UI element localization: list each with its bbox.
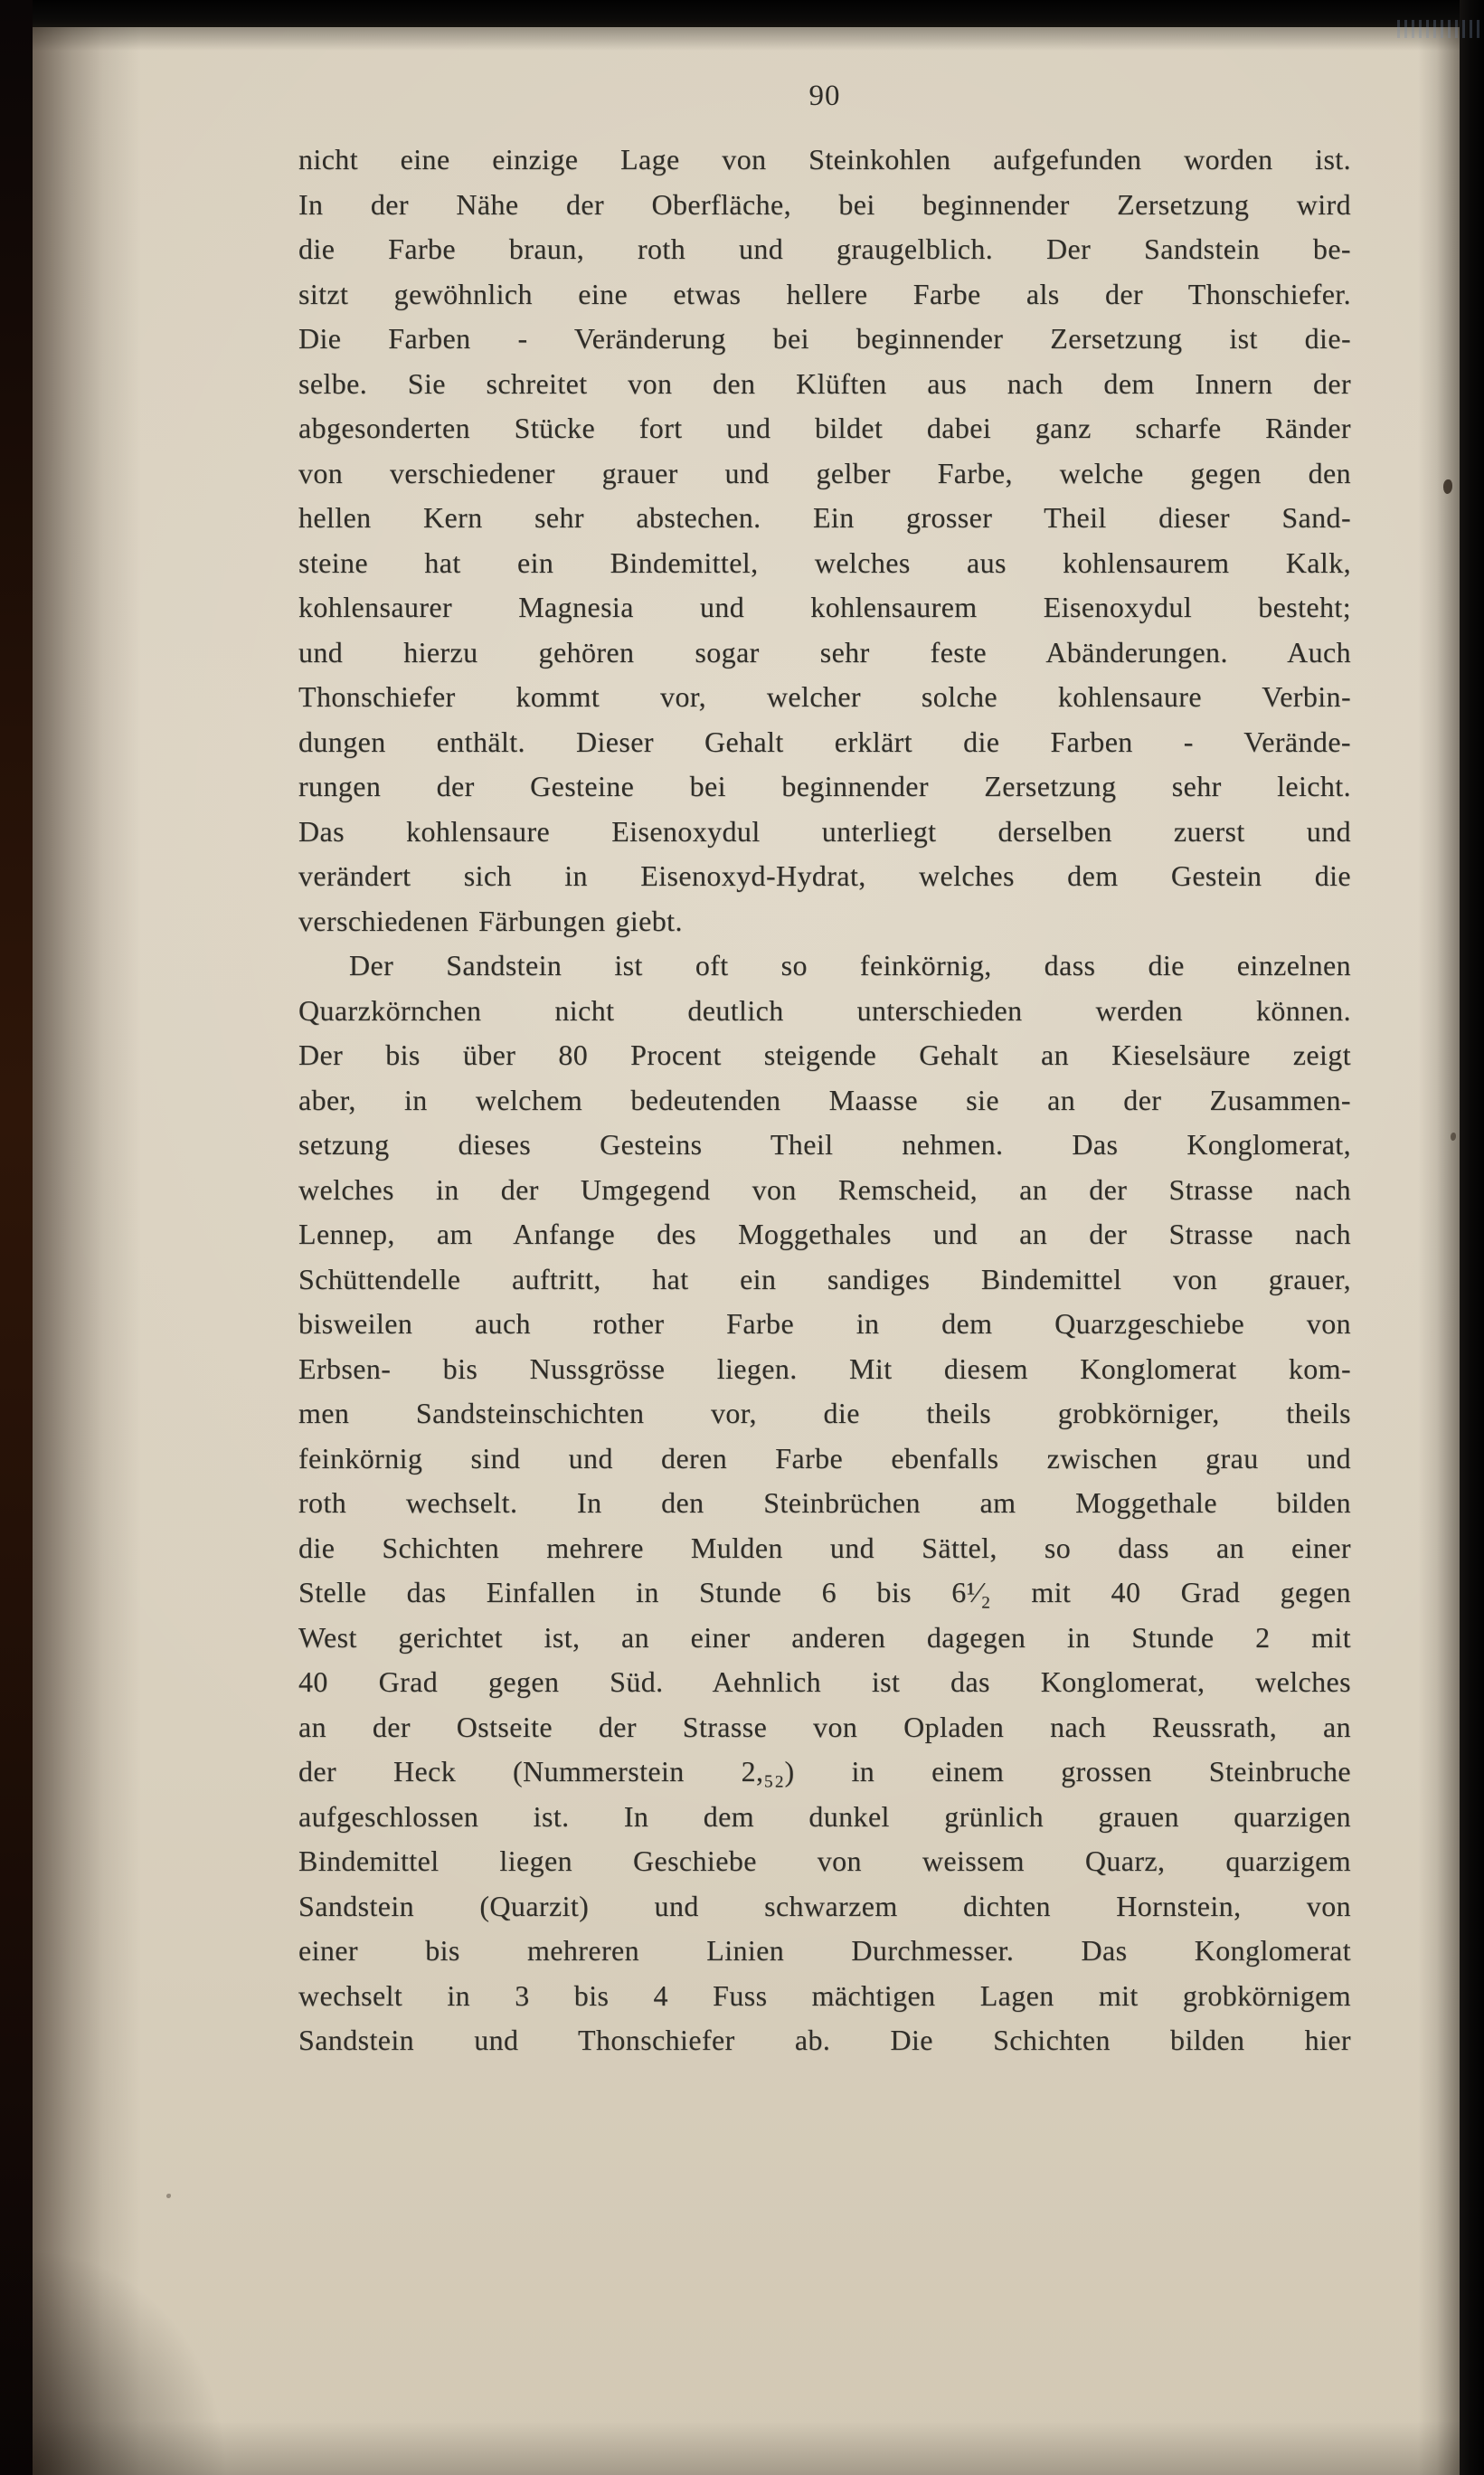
text-line: rungen der Gesteine bei beginnender Zersetzung sehr leicht. bbox=[298, 770, 1351, 802]
text-line: Der bis über 80 Procent steigende Gehalt an Kieselsäure zeigt bbox=[298, 1038, 1351, 1071]
text-line: Bindemittel liegen Geschiebe von weissem Quarz, quarzigem bbox=[298, 1844, 1351, 1877]
text-line: abgesonderten Stücke fort und bildet dabei ganz scharfe Ränder bbox=[298, 412, 1351, 444]
text-line: kohlensaurer Magnesia und kohlensaurem Eisenoxydul besteht; bbox=[298, 591, 1351, 623]
text-line: und hierzu gehören sogar sehr feste Abänderungen. Auch bbox=[298, 635, 1351, 669]
text-line: die Schichten mehrere Mulden und Sättel, so dass an einer bbox=[298, 1531, 1351, 1564]
text-line: Lennep, am Anfange des Moggethales und an der Strasse nach bbox=[298, 1218, 1351, 1250]
text-line: In der Nähe der Oberfläche, bei beginnender Zersetzung wird bbox=[298, 187, 1351, 221]
text-line: roth wechselt. In den Steinbrüchen am Moggethale bilden bbox=[298, 1486, 1351, 1519]
text-line: Die Farben - Veränderung bei beginnender Zersetzung ist die- bbox=[298, 322, 1351, 355]
page-right-shadow bbox=[1418, 27, 1460, 2475]
text-line: men Sandsteinschichten vor, die theils grobkörniger, theils bbox=[298, 1397, 1351, 1429]
right-edge-strip bbox=[1460, 0, 1484, 2475]
scan-artifact-top-right bbox=[1397, 20, 1480, 38]
top-edge-strip bbox=[0, 0, 1484, 27]
text-line: von verschiedener grauer und gelber Farbe, welche gegen den bbox=[298, 456, 1351, 489]
text-line: steine hat ein Bindemittel, welches aus kohlensaurem Kalk, bbox=[298, 545, 1351, 579]
text-line: setzung dieses Gesteins Theil nehmen. Das Konglomerat, bbox=[298, 1128, 1351, 1161]
text-line: nicht eine einzige Lage von Steinkohlen aufgefunden worden ist. bbox=[298, 143, 1351, 175]
book-page bbox=[33, 27, 1460, 2475]
page-top-shadow bbox=[33, 27, 1460, 51]
text-block bbox=[298, 138, 1351, 2063]
text-line: wechselt in 3 bis 4 Fuss mächtigen Lagen mit grobkörnigem bbox=[298, 1978, 1351, 2012]
text-line: einer bis mehreren Linien Durchmesser. Das Konglomerat bbox=[298, 1934, 1351, 1967]
text-line: dungen enthält. Dieser Gehalt erklärt die Farben - Verände- bbox=[298, 725, 1351, 758]
text-line: welches in der Umgegend von Remscheid, an der Strasse nach bbox=[298, 1172, 1351, 1206]
text-line: feinkörnig sind und deren Farbe ebenfalls zwischen grau und bbox=[298, 1441, 1351, 1475]
text-line: verschiedenen Färbungen giebt. bbox=[298, 904, 683, 937]
page-bottom-shadow bbox=[33, 2421, 1460, 2475]
text-line: Sandstein und Thonschiefer ab. Die Schichten bilden hier bbox=[298, 2024, 1351, 2056]
text-line: selbe. Sie schreitet von den Klüften aus nach dem Innern der bbox=[298, 366, 1351, 400]
text-line: Stelle das Einfallen in Stunde 6 bis 6¹⁄₂ mit 40 Grad gegen bbox=[298, 1576, 1351, 1608]
text-line: West gerichtet ist, an einer anderen dagegen in Stunde 2 mit bbox=[298, 1620, 1351, 1654]
text-line: bisweilen auch rother Farbe in dem Quarzgeschiebe von bbox=[298, 1307, 1351, 1340]
text-line: Thonschiefer kommt vor, welcher solche kohlensaure Verbin- bbox=[298, 680, 1351, 713]
text-line: verändert sich in Eisenoxyd-Hydrat, welches dem Gestein die bbox=[298, 859, 1351, 892]
left-binding-strip bbox=[0, 0, 33, 2475]
text-line: 40 Grad gegen Süd. Aehnlich ist das Konglomerat, welches bbox=[298, 1665, 1351, 1698]
text-line: Schüttendelle auftritt, hat ein sandiges Bindemittel von grauer, bbox=[298, 1262, 1351, 1295]
text-line: Erbsen- bis Nussgrösse liegen. Mit diesem Konglomerat kom- bbox=[298, 1351, 1351, 1385]
text-line: Das kohlensaure Eisenoxydul unterliegt derselben zuerst und bbox=[298, 814, 1351, 848]
text-line: sitzt gewöhnlich eine etwas hellere Farbe als der Thonschiefer. bbox=[298, 277, 1351, 310]
ink-speck bbox=[166, 2194, 171, 2198]
text-line: aber, in welchem bedeutenden Maasse sie an der Zusammen- bbox=[298, 1083, 1351, 1116]
text-line: die Farbe braun, roth und graugelblich. Der Sandstein be- bbox=[298, 232, 1351, 265]
text-line: hellen Kern sehr abstechen. Ein grosser Theil dieser Sand- bbox=[298, 501, 1351, 534]
text-line: Sandstein (Quarzit) und schwarzem dichten Hornstein, von bbox=[298, 1889, 1351, 1922]
text-line: an der Ostseite der Strasse von Opladen nach Reussrath, an bbox=[298, 1710, 1351, 1743]
text-line: aufgeschlossen ist. In dem dunkel grünlich grauen quarzigen bbox=[298, 1799, 1351, 1833]
gutter-shadow bbox=[33, 27, 141, 2475]
text-line: Der Sandstein ist oft so feinkörnig, dass die einzelnen bbox=[349, 949, 1351, 981]
text-line: Quarzkörnchen nicht deutlich unterschieden werden können. bbox=[298, 993, 1351, 1027]
text-line: der Heck (Nummerstein 2,₅₂) in einem grossen Steinbruche bbox=[298, 1755, 1351, 1788]
page-number: 90 bbox=[808, 80, 841, 112]
